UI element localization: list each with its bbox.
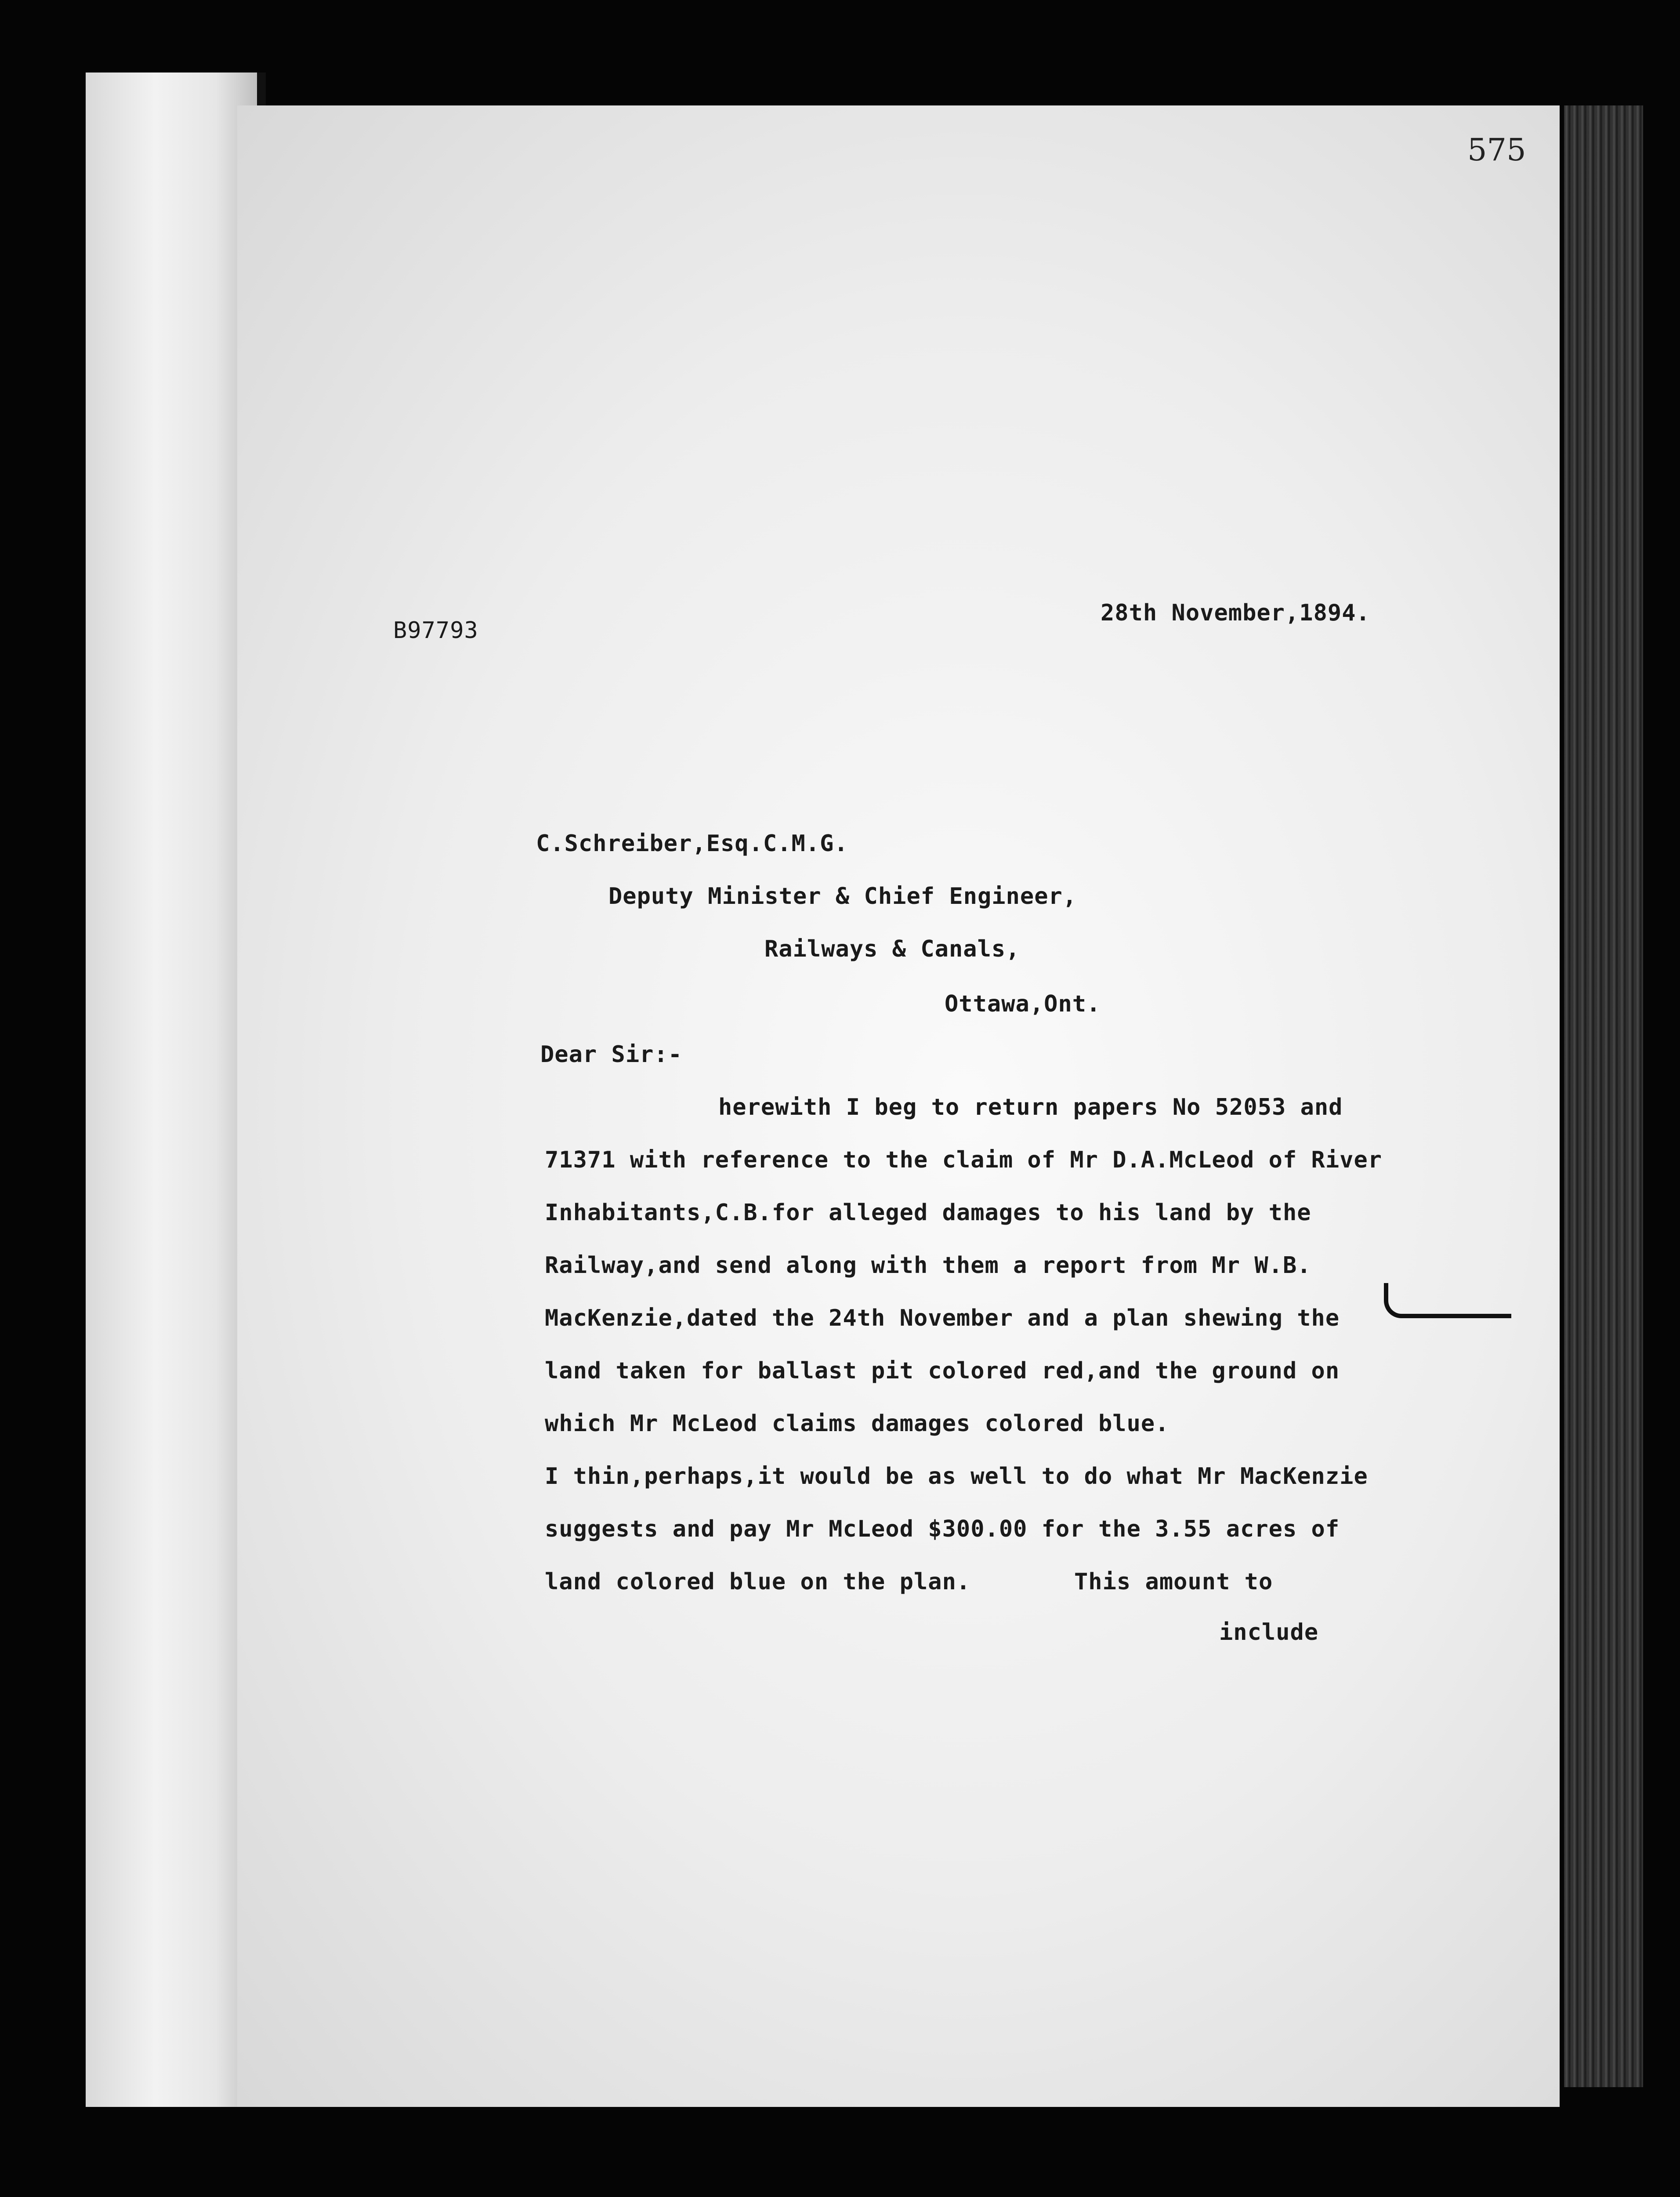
body-line: MacKenzie,dated the 24th November and a plan shewing the — [545, 1305, 1340, 1331]
recipient-department: Railways & Canals, — [764, 936, 1020, 962]
body-line: land taken for ballast pit colored red,and the ground on — [545, 1358, 1340, 1384]
body-line: I thin,perhaps,it would be as well to do what Mr MacKenzie — [545, 1463, 1368, 1490]
body-line: which Mr McLeod claims damages colored blue. — [545, 1410, 1169, 1437]
continuation-word: include — [1219, 1619, 1319, 1646]
body-line: This amount to — [1074, 1569, 1273, 1595]
body-line: 71371 with reference to the claim of Mr D.A.McLeod of River — [545, 1147, 1383, 1173]
recipient-title: Deputy Minister & Chief Engineer, — [608, 883, 1077, 910]
body-line: herewith I beg to return papers No 52053 and — [718, 1094, 1343, 1120]
recipient-name: C.Schreiber,Esq.C.M.G. — [536, 830, 848, 857]
body-line: land colored blue on the plan. — [545, 1569, 971, 1595]
salutation: Dear Sir:- — [540, 1041, 683, 1068]
page-number: 575 — [1467, 132, 1526, 168]
body-line: Railway,and send along with them a report from Mr W.B. — [545, 1252, 1311, 1279]
binding-strip — [86, 73, 259, 2107]
body-line: Inhabitants,C.B.for alleged damages to his land by the — [545, 1200, 1311, 1226]
margin-check-mark — [1384, 1283, 1511, 1318]
body-line: suggests and pay Mr McLeod $300.00 for the 3.55 acres of — [545, 1516, 1340, 1542]
book-page-edges — [1564, 105, 1643, 2087]
recipient-city: Ottawa,Ont. — [945, 991, 1101, 1017]
letter-date: 28th November,1894. — [1101, 600, 1370, 626]
reference-number: B97793 — [393, 617, 478, 644]
